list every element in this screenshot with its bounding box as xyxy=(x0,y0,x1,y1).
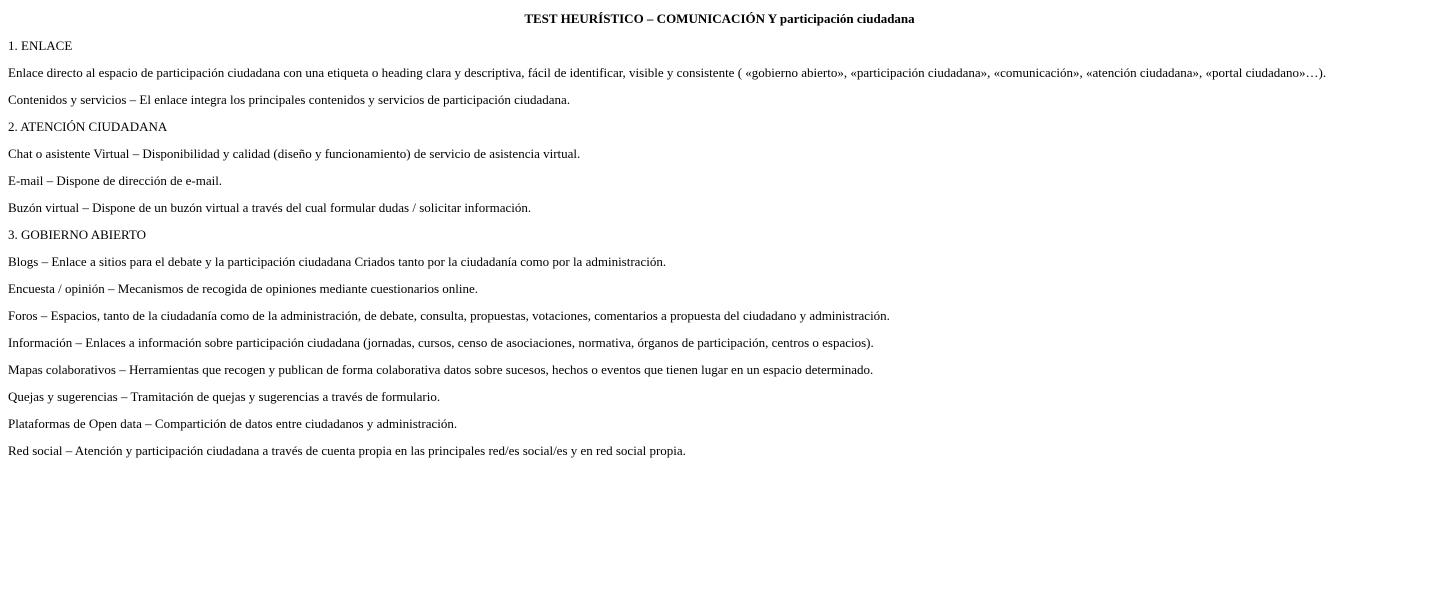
criterion-item: E-mail – Dispone de dirección de e-mail. xyxy=(8,173,223,188)
criterion-item: Mapas colaborativos – Herramientas que recogen y publican de forma colaborativa datos sobre sucesos, hechos o eventos que tienen lugar en un espacio determinado. xyxy=(8,362,874,377)
section-heading: 2. ATENCIÓN CIUDADANA xyxy=(8,119,168,134)
criterion-item: Foros – Espacios, tanto de la ciudadanía como de la administración, de debate, consulta, propuestas, votaciones, comentarios a propuesta del ciudadano y administración. xyxy=(8,308,890,323)
section-enlace xyxy=(8,32,1431,113)
criterion-item: Chat o asistente Virtual – Disponibilidad y calidad (diseño y funcionamiento) de servicio de asistencia virtual. xyxy=(8,146,581,161)
section-heading: 3. GOBIERNO ABIERTO xyxy=(8,227,147,242)
criterion-item: Blogs – Enlace a sitios para el debate y la participación ciudadana Criados tanto por la ciudadanía como por la administración. xyxy=(8,254,667,269)
section-gobierno-abierto xyxy=(8,221,1431,464)
criterion-item: Buzón virtual – Dispone de un buzón virtual a través del cual formular dudas / solicitar información. xyxy=(8,200,532,215)
document-page xyxy=(0,5,1439,464)
criterion-item: Red social – Atención y participación ciudadana a través de cuenta propia en las principales red/es social/es y en red social propia. xyxy=(8,443,686,458)
criterion-item: Enlace directo al espacio de participación ciudadana con una etiqueta o heading clara y descriptiva, fácil de identificar, visible y consistente ( «gobierno abierto», «participación ciudadana», «comunicación», «atención ciudadana», «portal ciudadano»…). xyxy=(8,65,1327,80)
criterion-item: Contenidos y servicios – El enlace integra los principales contenidos y servicios de participación ciudadana. xyxy=(8,92,571,107)
criterion-item: Plataformas de Open data – Compartición de datos entre ciudadanos y administración. xyxy=(8,416,458,431)
criterion-item: Encuesta / opinión – Mecanismos de recogida de opiniones mediante cuestionarios online. xyxy=(8,281,479,296)
section-atencion-ciudadana xyxy=(8,113,1431,221)
criterion-item: Información – Enlaces a información sobre participación ciudadana (jornadas, cursos, censo de asociaciones, normativa, órganos de participación, centros o espacios). xyxy=(8,335,874,350)
section-heading: 1. ENLACE xyxy=(8,38,73,53)
document-title: TEST HEURÍSTICO – COMUNICACIÓN Y participación ciudadana xyxy=(524,11,915,26)
criterion-item: Quejas y sugerencias – Tramitación de quejas y sugerencias a través de formulario. xyxy=(8,389,441,404)
